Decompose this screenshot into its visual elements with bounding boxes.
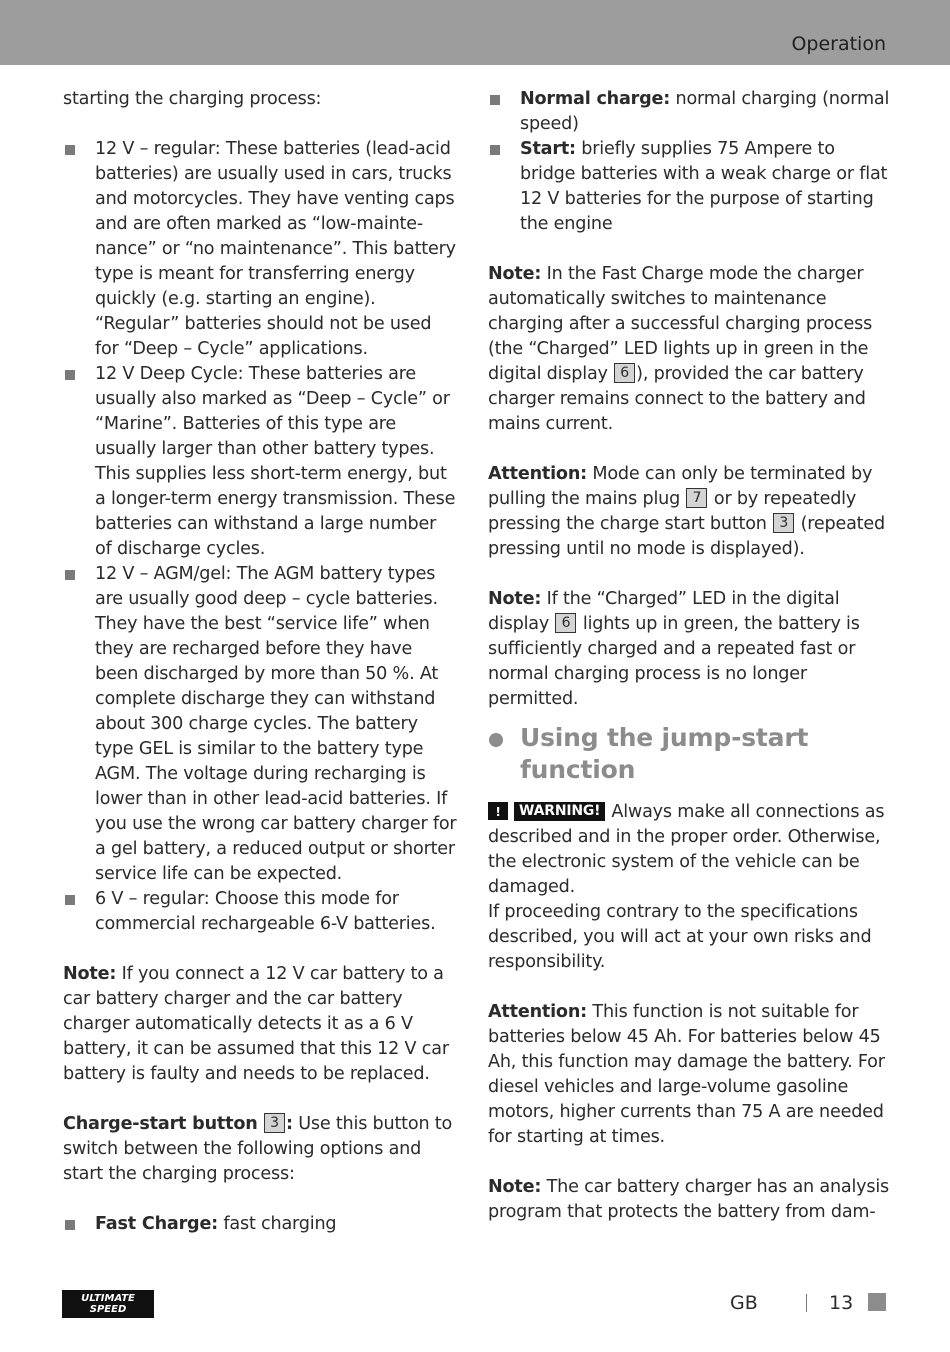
attention-paragraph: Attention: This function is not suitable for batteries below 45 Ah. For batteries below 45 Ah, this function may damage the battery. For diesel vehicles and large-volume gasoline motors, higher currents than 75 A are needed for starting at times. xyxy=(488,1002,885,1147)
bullet-square-icon xyxy=(65,1220,75,1230)
note-paragraph: Note: The car battery charger has an analysis program that protects the battery from dam- xyxy=(488,1177,890,1222)
note-paragraph: Note: If the “Charged” LED in the digital display 6 lights up in green, the battery is sufficiently charged and a repeated fast or normal charging process is no longer permitted. xyxy=(488,589,860,709)
right-column xyxy=(488,87,893,1225)
list-item: Start: briefly supplies 75 Ampere to bridge batteries with a weak charge or flat 12 V batteries for the purpose of starting the engine xyxy=(488,137,893,237)
note-paragraph: Note: If you connect a 12 V car battery to a car battery charger and the car battery charger automatically detects it as a 6 V battery, it can be assumed that this 12 V car battery is faulty and needs to be replaced. xyxy=(63,964,449,1084)
list-item: Normal charge: normal charging (normal speed) xyxy=(488,87,893,137)
list-item: 12 V Deep Cycle: These batteries are usually also marked as “Deep – Cycle” or “Marine”. Batteries of this type are usually larger than other battery types. This supplies less short-term energy, but a longer-term energy transmission. These batteries can withstand a large number of discharge cycles. xyxy=(63,362,458,562)
note-paragraph: Note: In the Fast Charge mode the charger automatically switches to maintenance charging after a successful charging process (the “Charged” LED lights up in green in the digital display 6 ), provided the car battery charger remains connect to the battery and mains current. xyxy=(488,264,873,434)
bullet-square-icon xyxy=(65,895,75,905)
list-item: Fast Charge: fast charging xyxy=(63,1212,458,1237)
bullet-square-icon xyxy=(490,145,500,155)
warning-paragraph: ! WARNING! Always make all connections as described and in the proper order. Otherwise, the electronic system of the vehicle can be damaged. xyxy=(488,802,885,897)
left-column xyxy=(63,87,458,1237)
list-item: 6 V – regular: Choose this mode for commercial rechargeable 6-V batteries. xyxy=(63,887,458,937)
list-item: 12 V – AGM/gel: The AGM battery types are usually good deep – cycle batteries. They have the best “service life” when they are recharged before they have been discharged by more than 50 %. At complete discharge they can withstand about 300 charge cycles. The battery type GEL is similar to the battery type AGM. The voltage during recharging is lower than in other lead-acid batteries. If you use the wrong car battery charger for a gel battery, a reduced output or shorter service life can be expected. xyxy=(63,562,458,887)
bullet-square-icon xyxy=(490,95,500,105)
section-title: Operation xyxy=(791,33,886,55)
charge-start-paragraph: Charge-start button 3 : Use this button to switch between the following options and start the charging process: xyxy=(63,1114,453,1184)
bullet-square-icon xyxy=(65,145,75,155)
warning-triangle-icon: ! xyxy=(488,802,508,820)
language-code: GB xyxy=(730,1292,758,1314)
reference-number: 6 xyxy=(555,613,576,633)
section-heading: Using the jump-start function xyxy=(488,722,893,786)
bullet-square-icon xyxy=(65,370,75,380)
reference-number: 7 xyxy=(686,488,707,508)
bullet-dot-icon xyxy=(489,733,503,747)
attention-paragraph: Attention: Mode can only be terminated by pulling the mains plug 7 or by repeatedly pressing the charge start button 3 (repeated pressing until no mode is displayed). xyxy=(488,464,885,559)
bullet-square-icon xyxy=(65,570,75,580)
list-item: 12 V – regular: These batteries (lead-acid batteries) are usually used in cars, trucks and motorcycles. They have venting caps and are often marked as “low-maintenance” or “no maintenance”. This battery type is meant for transferring energy quickly (e.g. starting an engine). “Regular” batteries should not be used for “Deep – Cycle” applications. xyxy=(63,137,458,362)
reference-number: 3 xyxy=(264,1113,285,1133)
footer-divider xyxy=(806,1294,807,1312)
warning-label: ! WARNING! xyxy=(488,802,605,821)
page-number: 13 xyxy=(829,1292,854,1314)
responsibility-paragraph: If proceeding contrary to the specifications described, you will act at your own risks and responsibility. xyxy=(488,902,872,972)
intro-text: starting the charging process: xyxy=(63,89,322,109)
reference-number: 6 xyxy=(614,363,635,383)
reference-number: 3 xyxy=(773,513,794,533)
footer-square-icon xyxy=(868,1293,886,1311)
page-header xyxy=(0,0,950,65)
brand-logo: ULTIMATE SPEED xyxy=(62,1290,154,1318)
